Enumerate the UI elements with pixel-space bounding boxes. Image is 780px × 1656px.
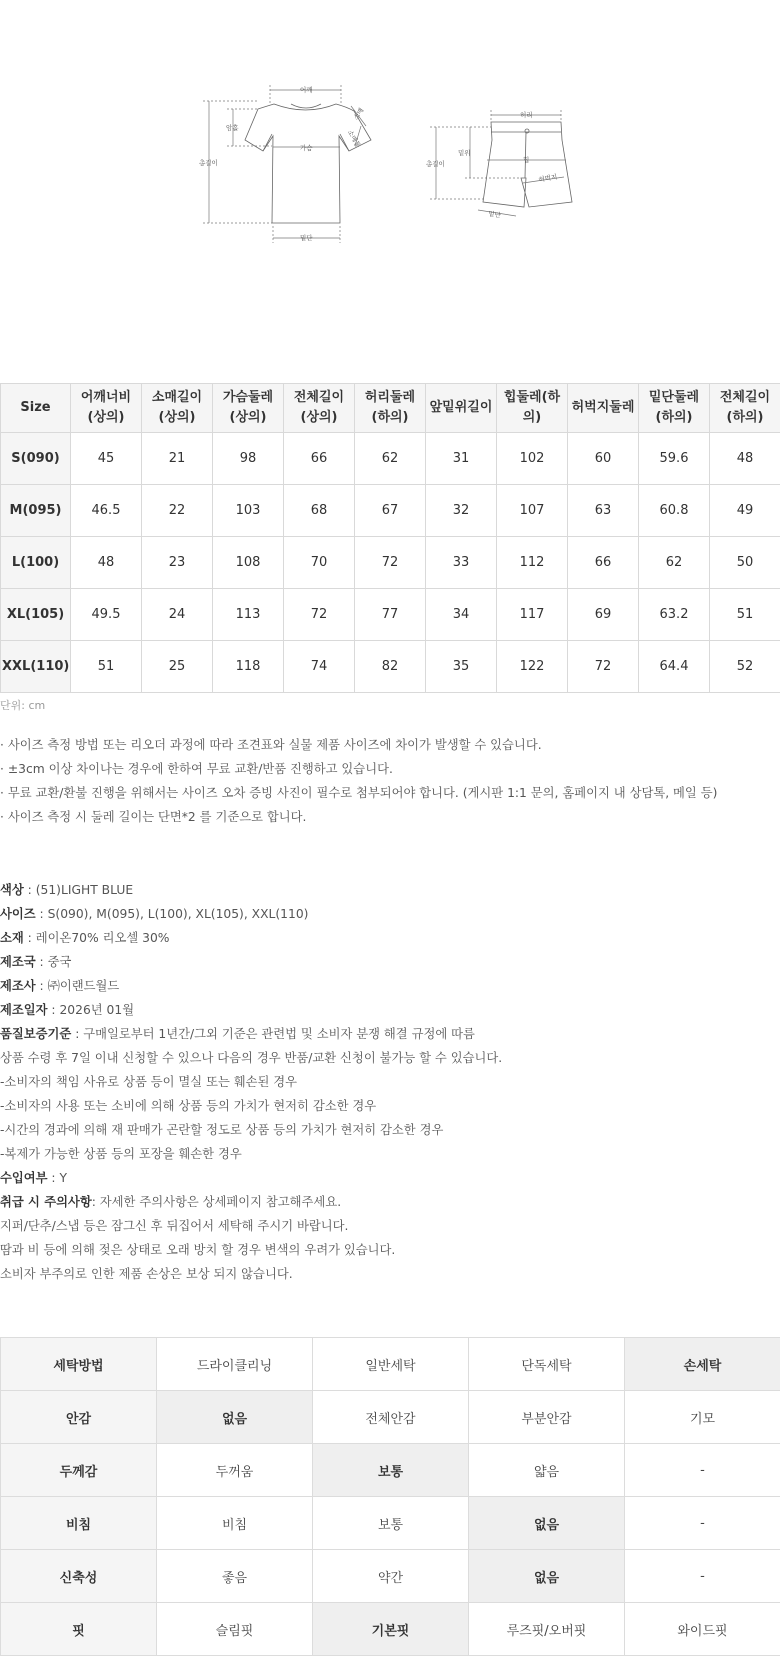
care-option: 없음 xyxy=(469,1550,625,1603)
table-cell: 70 xyxy=(284,537,355,589)
table-cell: 33 xyxy=(426,537,497,589)
size-unit-note: 단위: cm xyxy=(0,697,45,713)
care-row-label: 비침 xyxy=(1,1497,157,1550)
diagram-label-hip: 힙 xyxy=(523,155,529,164)
size-notes-list xyxy=(0,737,717,833)
warranty-line: -복제가 가능한 상품 등의 포장을 훼손한 경우 xyxy=(0,1146,502,1170)
diagram-label-total-length: 총길이 xyxy=(199,158,218,167)
table-cell: 72 xyxy=(568,641,639,693)
care-row-label: 핏 xyxy=(1,1603,157,1656)
tshirt-diagram xyxy=(245,104,371,223)
info-warranty xyxy=(0,1026,502,1050)
table-cell: 68 xyxy=(284,485,355,537)
care-line: 땀과 비 등에 의해 젖은 상태로 오래 방치 할 경우 변색의 우려가 있습니다. xyxy=(0,1242,502,1266)
table-cell: 51 xyxy=(710,589,780,641)
table-cell: 82 xyxy=(355,641,426,693)
table-cell: 66 xyxy=(284,433,355,485)
table-cell: 77 xyxy=(355,589,426,641)
table-cell: 66 xyxy=(568,537,639,589)
size-chart-header: 허리둘레(하의) xyxy=(355,384,426,433)
size-chart-header: 허벅지둘레 xyxy=(568,384,639,433)
care-row-wash xyxy=(1,1338,780,1391)
table-cell: 122 xyxy=(497,641,568,693)
info-label: 제조사 xyxy=(0,979,36,993)
care-option: 좋음 xyxy=(157,1550,313,1603)
info-value: : 2026년 01월 xyxy=(48,1003,135,1017)
size-chart-header: 전체길이(하의) xyxy=(710,384,780,433)
list-item: · ±3cm 이상 차이나는 경우에 한하여 무료 교환/반품 진행하고 있습니다. xyxy=(0,761,717,785)
table-cell: 22 xyxy=(142,485,213,537)
table-cell: 60 xyxy=(568,433,639,485)
table-cell: 23 xyxy=(142,537,213,589)
care-option: 단독세탁 xyxy=(469,1338,625,1391)
diagram-label-sleeve: 소매 xyxy=(351,106,366,121)
product-info xyxy=(0,882,502,1290)
info-label: 품질보증기준 xyxy=(0,1027,71,1041)
care-option: 비침 xyxy=(157,1497,313,1550)
table-cell: 69 xyxy=(568,589,639,641)
size-chart-header: 어깨너비(상의) xyxy=(71,384,142,433)
info-value: : 구매일로부터 1년간/그외 기준은 관련법 및 소비자 분쟁 해결 규정에 따름 xyxy=(71,1027,475,1041)
table-cell: 62 xyxy=(639,537,710,589)
table-cell: 59.6 xyxy=(639,433,710,485)
diagram-label-thigh: 허벅지 xyxy=(538,172,558,184)
care-option: - xyxy=(625,1497,780,1550)
info-care xyxy=(0,1194,502,1218)
info-label: 사이즈 xyxy=(0,907,36,921)
table-cell: 108 xyxy=(213,537,284,589)
info-value: : Y xyxy=(48,1171,67,1185)
table-cell: 50 xyxy=(710,537,780,589)
care-option: 보통 xyxy=(313,1497,469,1550)
table-cell: 118 xyxy=(213,641,284,693)
size-label-cell: XL(105) xyxy=(1,589,71,641)
size-chart-header: 가슴둘레(상의) xyxy=(213,384,284,433)
care-option: 손세탁 xyxy=(625,1338,780,1391)
table-cell: 62 xyxy=(355,433,426,485)
table-cell: 102 xyxy=(497,433,568,485)
care-line: 소비자 부주의로 인한 제품 손상은 보상 되지 않습니다. xyxy=(0,1266,502,1290)
table-cell: 46.5 xyxy=(71,485,142,537)
info-color xyxy=(0,882,502,906)
table-cell: 51 xyxy=(71,641,142,693)
info-date xyxy=(0,1002,502,1026)
table-cell: 25 xyxy=(142,641,213,693)
diagram-label-rise: 밑위 xyxy=(458,148,471,157)
care-option: 보통 xyxy=(313,1444,469,1497)
care-row-fit xyxy=(1,1603,780,1656)
list-item: · 무료 교환/환불 진행을 위해서는 사이즈 오차 증빙 사진이 필수로 첨부되어야 합니다. (게시판 1:1 문의, 홈페이지 내 상담톡, 메일 등) xyxy=(0,785,717,809)
measurement-illustration xyxy=(0,0,780,383)
care-row-label: 안감 xyxy=(1,1391,157,1444)
size-label-cell: S(090) xyxy=(1,433,71,485)
care-row-label: 신축성 xyxy=(1,1550,157,1603)
care-row-label: 세탁방법 xyxy=(1,1338,157,1391)
size-chart-header: 전체길이(상의) xyxy=(284,384,355,433)
table-row xyxy=(1,537,780,589)
care-option: 루즈핏/오버핏 xyxy=(469,1603,625,1656)
table-cell: 63 xyxy=(568,485,639,537)
table-cell: 32 xyxy=(426,485,497,537)
info-value: : S(090), M(095), L(100), XL(105), XXL(110) xyxy=(36,907,309,921)
warranty-line: -시간의 경과에 의해 재 판매가 곤란할 정도로 상품 등의 가치가 현저히 감소한 경우 xyxy=(0,1122,502,1146)
table-cell: 34 xyxy=(426,589,497,641)
table-cell: 112 xyxy=(497,537,568,589)
list-item: · 사이즈 측정 방법 또는 리오더 과정에 따라 조견표와 실물 제품 사이즈에 차이가 발생할 수 있습니다. xyxy=(0,737,717,761)
care-option: - xyxy=(625,1550,780,1603)
care-option: 약간 xyxy=(313,1550,469,1603)
info-material xyxy=(0,930,502,954)
info-value: : 레이온70% 리오셀 30% xyxy=(24,931,170,945)
warranty-line: -소비자의 책임 사유로 상품 등이 멸실 또는 훼손된 경우 xyxy=(0,1074,502,1098)
diagram-label-waist: 허리 xyxy=(520,110,533,119)
info-label: 색상 xyxy=(0,883,24,897)
care-row-lining xyxy=(1,1391,780,1444)
diagram-label-chest: 가슴 xyxy=(300,143,313,152)
table-row xyxy=(1,589,780,641)
size-chart-header: 앞밑위길이 xyxy=(426,384,497,433)
care-option: 얇음 xyxy=(469,1444,625,1497)
size-chart-header: Size xyxy=(1,384,71,433)
info-value: : 중국 xyxy=(36,955,72,969)
care-row-stretch xyxy=(1,1550,780,1603)
diagram-label-shorts-hem: 밑단 xyxy=(488,209,502,220)
care-option: 없음 xyxy=(157,1391,313,1444)
info-maker xyxy=(0,978,502,1002)
care-row-label: 두께감 xyxy=(1,1444,157,1497)
diagram-label-shorts-total-length: 총길이 xyxy=(426,159,445,168)
info-label: 수입여부 xyxy=(0,1171,48,1185)
size-chart-header: 힙둘레(하의) xyxy=(497,384,568,433)
size-label-cell: XXL(110) xyxy=(1,641,71,693)
table-cell: 45 xyxy=(71,433,142,485)
table-cell: 49.5 xyxy=(71,589,142,641)
care-row-sheerness xyxy=(1,1497,780,1550)
tshirt-measure-lines xyxy=(203,85,366,243)
care-line: 지퍼/단추/스냅 등은 잠그신 후 뒤집어서 세탁해 주시기 바랍니다. xyxy=(0,1218,502,1242)
info-label: 제조국 xyxy=(0,955,36,969)
warranty-line: 상품 수령 후 7일 이내 신청할 수 있으나 다음의 경우 반품/교환 신청이 불가능 할 수 있습니다. xyxy=(0,1050,502,1074)
tshirt-collar xyxy=(291,104,321,108)
care-option: 부분안감 xyxy=(469,1391,625,1444)
info-value: : (51)LIGHT BLUE xyxy=(24,883,133,897)
care-option: 슬림핏 xyxy=(157,1603,313,1656)
info-size xyxy=(0,906,502,930)
table-cell: 63.2 xyxy=(639,589,710,641)
table-cell: 21 xyxy=(142,433,213,485)
table-cell: 98 xyxy=(213,433,284,485)
measurement-diagram xyxy=(0,0,780,383)
warranty-line: -소비자의 사용 또는 소비에 의해 상품 등의 가치가 현저히 감소한 경우 xyxy=(0,1098,502,1122)
shorts-diagram xyxy=(483,122,572,207)
info-label: 제조일자 xyxy=(0,1003,48,1017)
info-label: 취급 시 주의사항 xyxy=(0,1195,92,1209)
size-chart-header: 소매길이(상의) xyxy=(142,384,213,433)
table-cell: 107 xyxy=(497,485,568,537)
care-option: 두꺼움 xyxy=(157,1444,313,1497)
table-cell: 48 xyxy=(71,537,142,589)
table-cell: 74 xyxy=(284,641,355,693)
table-cell: 117 xyxy=(497,589,568,641)
shorts-measure-lines xyxy=(430,110,566,216)
diagram-label-hem: 밑단 xyxy=(300,233,313,242)
table-cell: 72 xyxy=(355,537,426,589)
table-cell: 113 xyxy=(213,589,284,641)
table-cell: 60.8 xyxy=(639,485,710,537)
care-option: 드라이클리닝 xyxy=(157,1338,313,1391)
table-cell: 48 xyxy=(710,433,780,485)
size-chart-header-row xyxy=(1,384,780,433)
table-row xyxy=(1,433,780,485)
info-import xyxy=(0,1170,502,1194)
table-cell: 67 xyxy=(355,485,426,537)
care-option: 일반세탁 xyxy=(313,1338,469,1391)
info-value: : ㈜이랜드월드 xyxy=(36,979,120,993)
info-label: 소재 xyxy=(0,931,24,945)
table-cell: 49 xyxy=(710,485,780,537)
care-option: - xyxy=(625,1444,780,1497)
table-cell: 24 xyxy=(142,589,213,641)
size-label-cell: M(095) xyxy=(1,485,71,537)
table-row xyxy=(1,485,780,537)
tshirt-outline xyxy=(245,104,371,223)
size-chart-header: 밑단둘레(하의) xyxy=(639,384,710,433)
diagram-label-sleeve-opening: 소매통 xyxy=(346,128,364,149)
size-label-cell: L(100) xyxy=(1,537,71,589)
list-item: · 사이즈 측정 시 둘레 길이는 단면*2 를 기준으로 합니다. xyxy=(0,809,717,833)
diagram-label-armhole: 암홀 xyxy=(226,123,239,132)
table-cell: 72 xyxy=(284,589,355,641)
table-cell: 31 xyxy=(426,433,497,485)
care-option: 와이드핏 xyxy=(625,1603,780,1656)
info-country xyxy=(0,954,502,978)
size-chart-table xyxy=(0,383,780,693)
table-cell: 52 xyxy=(710,641,780,693)
table-row xyxy=(1,641,780,693)
care-option: 없음 xyxy=(469,1497,625,1550)
table-cell: 64.4 xyxy=(639,641,710,693)
table-cell: 103 xyxy=(213,485,284,537)
diagram-label-shoulder: 어깨 xyxy=(300,85,313,94)
table-cell: 35 xyxy=(426,641,497,693)
care-option: 기본핏 xyxy=(313,1603,469,1656)
info-value: : 자세한 주의사항은 상세페이지 참고해주세요. xyxy=(92,1195,341,1209)
shorts-outline xyxy=(483,122,572,207)
care-row-thickness xyxy=(1,1444,780,1497)
care-option: 전체안감 xyxy=(313,1391,469,1444)
care-option: 기모 xyxy=(625,1391,780,1444)
care-attributes-table xyxy=(0,1337,780,1656)
